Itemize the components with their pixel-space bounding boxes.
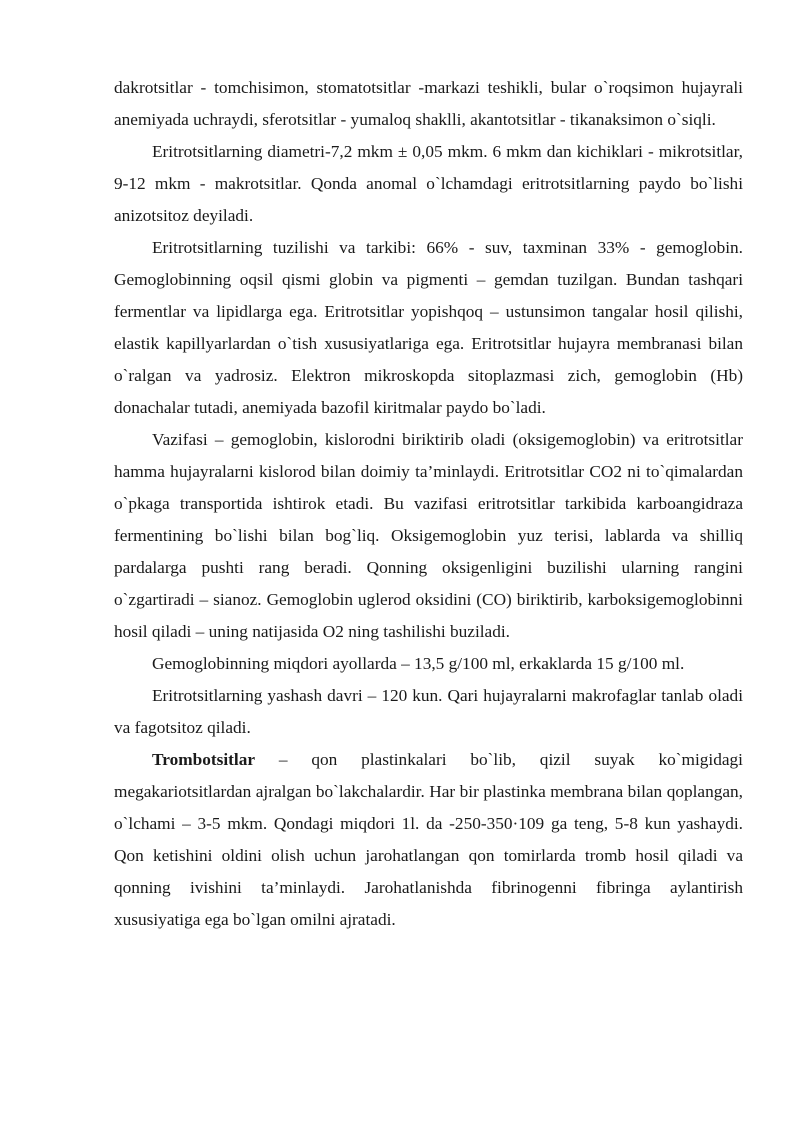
paragraph-lifespan: Eritrotsitlarning yashash davri – 120 kun. Qari hujayralarni makrofaglar tanlab oladi va fagotsitoz qiladi.: [114, 686, 743, 737]
paragraph-structure: Eritrotsitlarning tuzilishi va tarkibi: 66% - suv, taxminan 33% - gemoglobin. Gemoglobinning oqsil qismi globin va pigmenti – gemdan tuzilgan. Bundan tashqari fermentlar va lipidlarga ega. Eritrotsitlar yopishqoq – ustunsimon tangalar hosil qilishi, elastik kapillyarlardan o`tish xususiyatlariga ega. Eritrotsitlar hujayra membranasi bilan o`ralgan va yadrosiz. Elektron mikroskopda sitoplazmasi zich, gemoglobin (Hb) donachalar tutadi, anemiyada bazofil kiritmalar paydo bo`ladi.: [114, 238, 743, 417]
paragraph-diameter: Eritrotsitlarning diametri-7,2 mkm ± 0,05 mkm. 6 mkm dan kichiklari - mikrotsitlar, 9-12 mkm - makrotsitlar. Qonda anomal o`lchamdagi eritrotsitlarning paydo bo`lishi anizotsitoz deyiladi.: [114, 142, 743, 225]
paragraph-hemoglobin-amount: Gemoglobinning miqdori ayollarda – 13,5 g/100 ml, erkaklarda 15 g/100 ml.: [152, 654, 685, 673]
paragraph-continuation: dakrotsitlar - tomchisimon, stomatotsitlar -markazi teshikli, bular o`roqsimon hujayrali anemiyada uchraydi, sferotsitlar - yumaloq shaklli, akantotsitlar - tikanaksimon o`siqli.: [114, 78, 743, 129]
term-thrombocytes: Trombotsitlar: [152, 750, 256, 769]
document-page: [114, 72, 743, 936]
thrombocytes-description: – qon plastinkalari bo`lib, qizil suyak ko`migidagi megakariotsitlardan ajralgan bo`lakchalardir. Har bir plastinka membrana bilan qoplangan, o`lchami – 3-5 mkm. Qondagi miqdori 1l. da -250-350·109 ga teng, 5-8 kun yashaydi. Qon ketishini oldini olish uchun jarohatlangan qon tomirlarda tromb hosil qiladi va qonning ivishini ta’minlaydi. Jarohatlanishda fibrinogenni fibringa aylantirish xususiyatiga ega bo`lgan omilni ajratadi.: [114, 750, 743, 929]
paragraph-thrombocytes: [114, 744, 743, 936]
paragraph-function: Vazifasi – gemoglobin, kislorodni biriktirib oladi (oksigemoglobin) va eritrotsitlar hamma hujayralarni kislorod bilan doimiy ta’minlaydi. Eritrotsitlar CO2 ni to`qimalardan o`pkaga transportida ishtirok etadi. Bu vazifasi eritrotsitlar tarkibida karboangidraza fermentining bo`lishi bilan bog`liq. Oksigemoglobin yuz terisi, lablarda va shilliq pardalarga pushti rang beradi. Qonning oksigenligini buzilishi ularning rangini o`zgartiradi – sianoz. Gemoglobin uglerod oksidini (CO) biriktirib, karboksigemoglobinni hosil qiladi – uning natijasida O2 ning tashilishi buziladi.: [114, 430, 743, 641]
